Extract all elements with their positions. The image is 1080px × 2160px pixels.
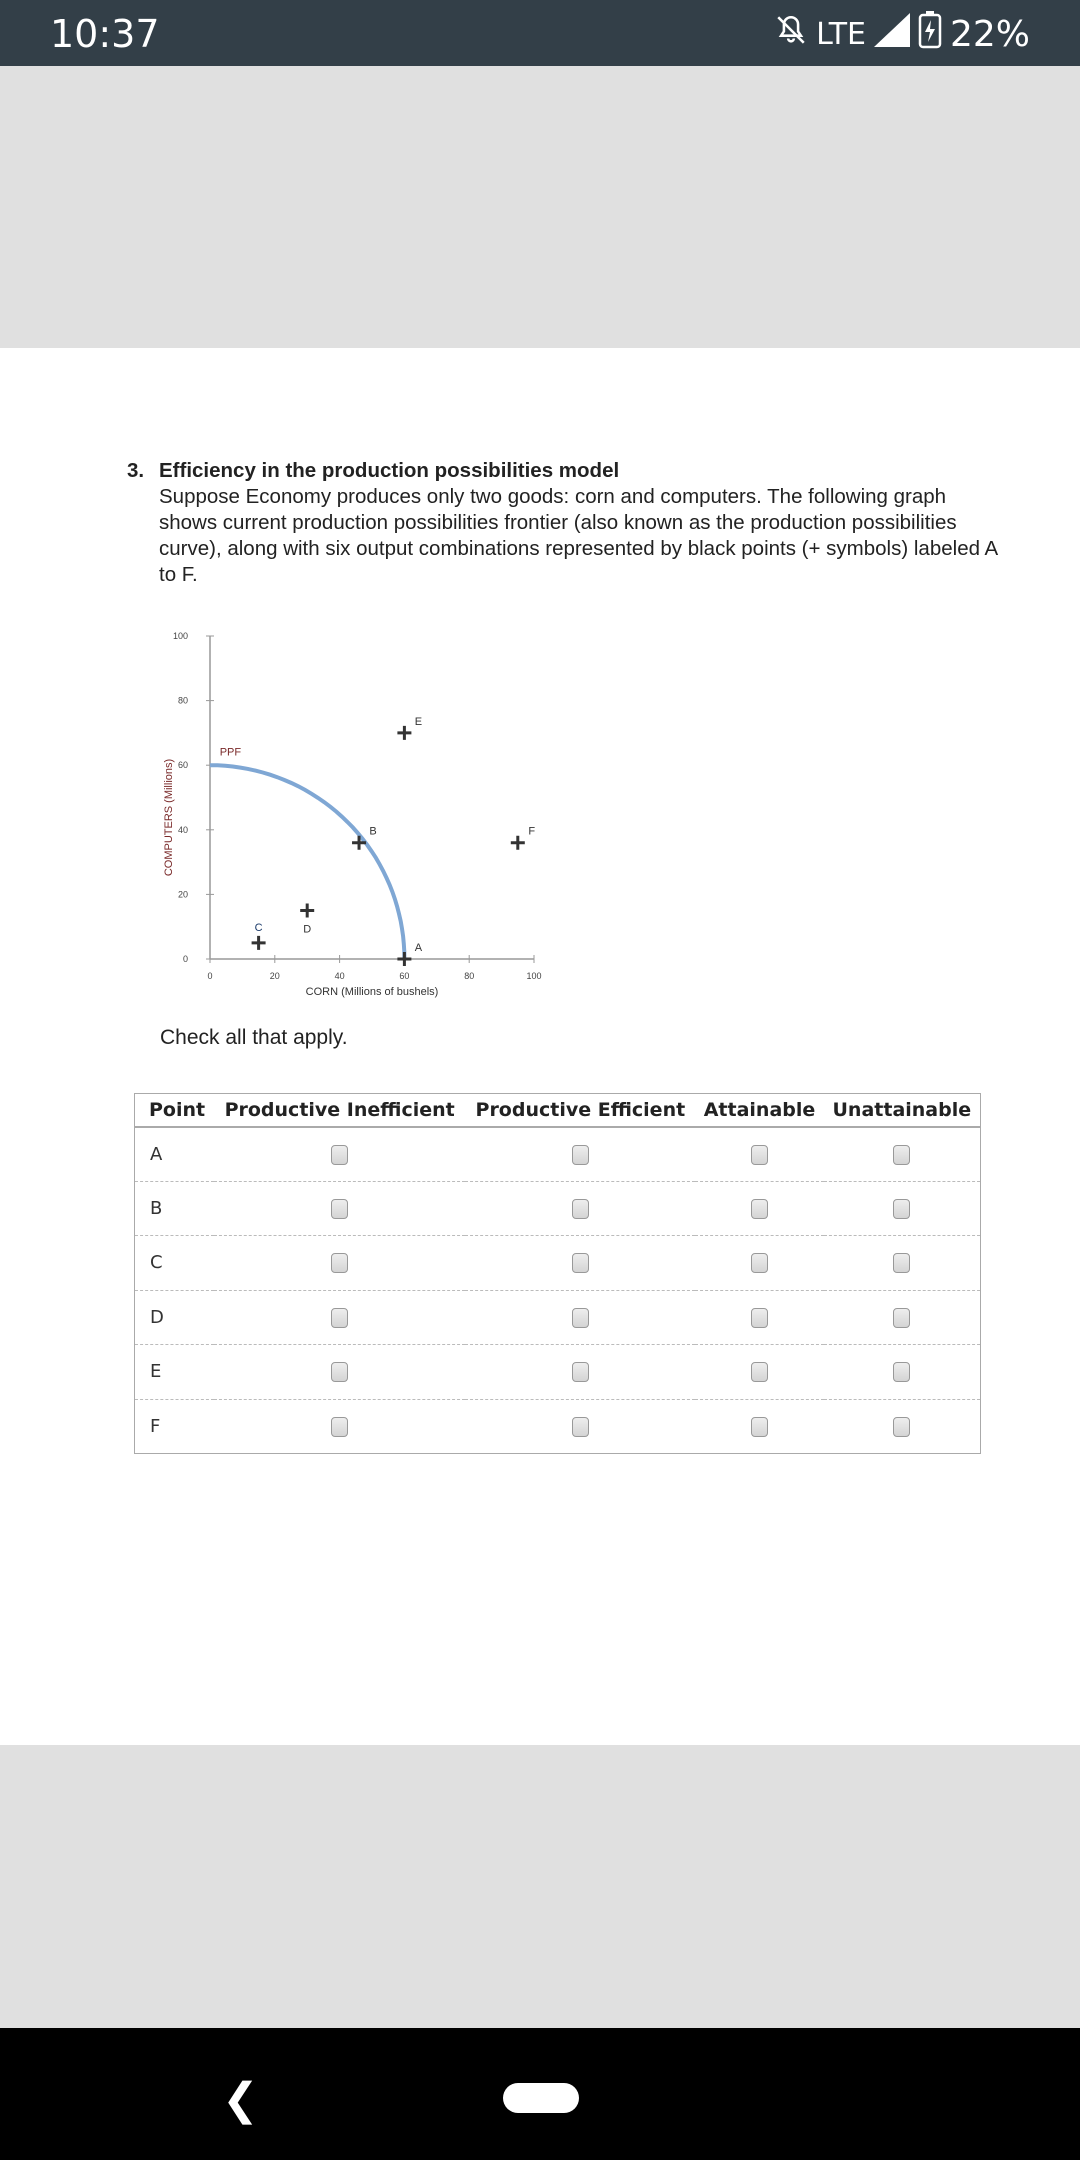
checkbox-attainable[interactable] [751, 1253, 768, 1273]
x-tick-label: 20 [269, 971, 280, 981]
ppf-chart [140, 620, 580, 1010]
checkbox-productive-efficient[interactable] [572, 1362, 589, 1382]
checkbox-unattainable[interactable] [893, 1199, 910, 1219]
checkbox-productive-inefficient[interactable] [331, 1308, 348, 1328]
checkbox-productive-efficient[interactable] [572, 1145, 589, 1165]
point-label: A [135, 1127, 215, 1182]
ppf-label: PPF [219, 746, 242, 759]
table-row [135, 1127, 981, 1182]
question-body: Suppose Economy produces only two goods: corn and computers. The following graph shows current production possibilities frontier (also known as the production possibilities curve), along with six output combinations represented by black points (+ symbols) labeled A to F. [159, 485, 998, 586]
checkbox-productive-inefficient[interactable] [331, 1145, 348, 1165]
column-header: Productive Inefficient [214, 1094, 465, 1127]
point-label: A [414, 942, 423, 954]
y-tick-label: 20 [177, 889, 188, 900]
checkbox-productive-inefficient[interactable] [331, 1199, 348, 1219]
point-label: D [303, 923, 312, 936]
checkbox-unattainable[interactable] [893, 1308, 910, 1328]
y-tick-label: 80 [177, 695, 188, 706]
x-tick-label: 60 [399, 971, 410, 981]
checkbox-productive-efficient[interactable] [572, 1199, 589, 1219]
back-icon[interactable]: ❮ [222, 2075, 259, 2124]
point-label: D [135, 1290, 215, 1345]
checkbox-cell [214, 1290, 465, 1345]
battery-charging-icon [918, 11, 942, 58]
point-marker [397, 952, 411, 966]
checkbox-unattainable[interactable] [893, 1417, 910, 1437]
checkbox-cell [465, 1236, 695, 1291]
point-label: F [135, 1399, 215, 1454]
navigation-bar [0, 2028, 1080, 2160]
checkbox-cell [824, 1236, 981, 1291]
point-label: E [135, 1345, 215, 1400]
x-tick-label: 40 [334, 971, 345, 981]
x-axis-label: CORN (Millions of bushels) [305, 986, 439, 998]
checkbox-cell [214, 1399, 465, 1454]
checkbox-attainable[interactable] [751, 1362, 768, 1382]
table-row [135, 1399, 981, 1454]
question-number: 3. [127, 459, 145, 482]
checkbox-cell [214, 1236, 465, 1291]
point-marker [397, 726, 411, 740]
bottom-gray-area [0, 1745, 1080, 2028]
home-button[interactable] [503, 2083, 579, 2113]
checkbox-cell [695, 1236, 823, 1291]
checkbox-productive-efficient[interactable] [572, 1308, 589, 1328]
checkbox-cell [824, 1290, 981, 1345]
y-tick-label: 40 [177, 824, 188, 835]
table-row [135, 1181, 981, 1236]
checkbox-cell [214, 1181, 465, 1236]
checkbox-cell [824, 1127, 981, 1182]
column-header: Unattainable [824, 1094, 981, 1127]
point-label: F [528, 825, 536, 838]
checkbox-attainable[interactable] [751, 1145, 768, 1165]
checkbox-cell [695, 1127, 823, 1182]
checkbox-unattainable[interactable] [893, 1362, 910, 1382]
checkbox-unattainable[interactable] [893, 1145, 910, 1165]
x-tick-label: 80 [464, 971, 475, 981]
checkbox-cell [465, 1399, 695, 1454]
checkbox-cell [695, 1399, 823, 1454]
checkbox-cell [824, 1345, 981, 1400]
x-tick-label: 100 [526, 971, 542, 981]
table-row [135, 1290, 981, 1345]
point-label: C [135, 1236, 215, 1291]
table-row [135, 1345, 981, 1400]
checkbox-cell [465, 1345, 695, 1400]
table-row [135, 1236, 981, 1291]
checkbox-productive-inefficient[interactable] [331, 1362, 348, 1382]
signal-icon [874, 13, 910, 56]
checkbox-cell [214, 1345, 465, 1400]
y-tick-label: 100 [172, 631, 188, 641]
checkbox-attainable[interactable] [751, 1417, 768, 1437]
question [127, 458, 1007, 588]
checkbox-cell [695, 1181, 823, 1236]
battery-percent: 22% [949, 13, 1030, 55]
point-marker [511, 836, 525, 850]
top-gray-area [0, 66, 1080, 348]
point-label: B [135, 1181, 215, 1236]
column-header: Productive Efficient [465, 1094, 695, 1127]
clock: 10:37 [50, 12, 160, 56]
column-header: Point [135, 1094, 215, 1127]
checkbox-productive-inefficient[interactable] [331, 1253, 348, 1273]
y-tick-label: 0 [182, 954, 188, 964]
network-type: LTE [816, 16, 866, 52]
checkbox-cell [695, 1345, 823, 1400]
checkbox-cell [465, 1181, 695, 1236]
checkbox-cell [824, 1181, 981, 1236]
point-label: B [369, 825, 377, 838]
checkbox-productive-inefficient[interactable] [331, 1417, 348, 1437]
answer-table [134, 1093, 981, 1454]
checkbox-unattainable[interactable] [893, 1253, 910, 1273]
checkbox-attainable[interactable] [751, 1199, 768, 1219]
y-tick-label: 60 [177, 760, 188, 771]
checkbox-cell [465, 1127, 695, 1182]
status-bar [0, 0, 1080, 66]
checkbox-productive-efficient[interactable] [572, 1417, 589, 1437]
notifications-off-icon [774, 13, 808, 56]
x-tick-label: 0 [207, 971, 213, 981]
point-marker [300, 904, 314, 918]
checkbox-attainable[interactable] [751, 1308, 768, 1328]
checkbox-productive-efficient[interactable] [572, 1253, 589, 1273]
y-axis-label: COMPUTERS (Millions) [163, 758, 175, 877]
checkbox-cell [214, 1127, 465, 1182]
column-header: Attainable [695, 1094, 823, 1127]
point-marker [252, 936, 266, 950]
instruction: Check all that apply. [160, 1026, 348, 1049]
question-title: Efficiency in the production possibilities model [159, 459, 620, 482]
checkbox-cell [824, 1399, 981, 1454]
checkbox-cell [695, 1290, 823, 1345]
checkbox-cell [465, 1290, 695, 1345]
point-label: E [414, 715, 423, 728]
point-label: C [254, 921, 263, 934]
